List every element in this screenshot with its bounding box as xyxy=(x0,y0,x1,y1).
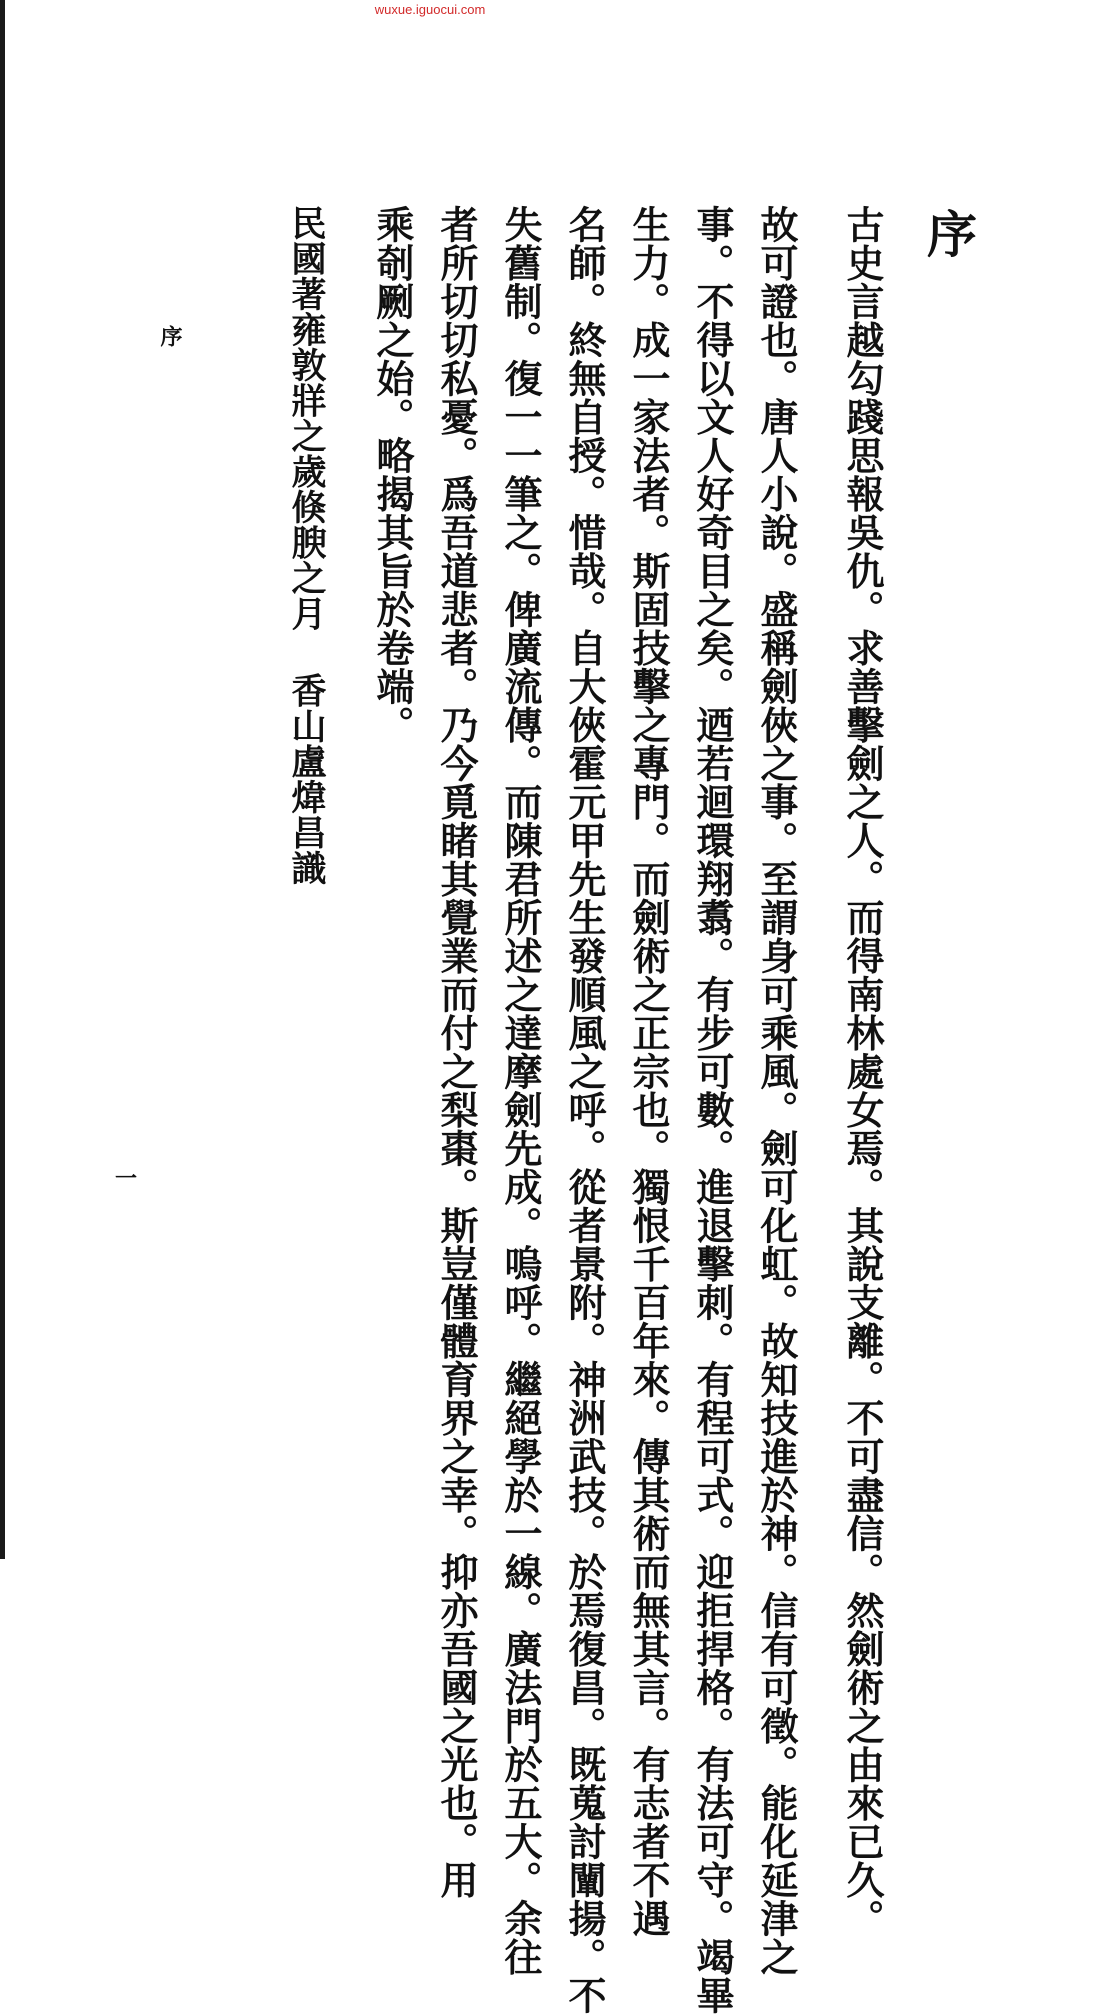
page-left-border xyxy=(0,0,5,1559)
text-column-5: 名師。終無自授。惜哉。自大俠霍元甲先生發順風之呼。從者景附。神洲武技。於焉復昌。既蒐討闡揚。不 xyxy=(562,205,607,2015)
text-column-4: 生力。成一家法者。斯固技擊之專門。而劍術之正宗也。獨恨千百年來。傳其術而無其言。有志者不遇 xyxy=(626,205,671,1938)
signature-line: 民國著雍敦牂之歲倏腴之月 香山盧煒昌識 xyxy=(286,205,327,886)
text-column-6: 失舊制。復一一筆之。俾廣流傳。而陳君所述之達摩劍先成。嗚呼。繼絕學於一線。廣法門於五大。余往 xyxy=(498,205,543,1976)
watermark: wuxue.iguocui.com xyxy=(374,2,486,17)
text-column-8: 乘剞劂之始。略揭其旨於卷端。 xyxy=(370,205,415,744)
chapter-title: 序 xyxy=(927,205,977,264)
text-column-7: 者所切切私憂。爲吾道悲者。乃今覓睹其覺業而付之梨棗。斯豈僅體育界之幸。抑亦吾國之光也。用 xyxy=(434,205,479,1899)
text-column-1: 古史言越勾踐思報吳仇。求善擊劍之人。而得南林處女焉。其說支離。不可盡信。然劍術之由來已久。 xyxy=(840,205,885,1938)
text-column-2: 故可證也。唐人小說。盛稱劍俠之事。至謂身可乘風。劍可化虹。故知技進於神。信有可徵。能化延津之 xyxy=(754,205,799,1976)
page-number: 一 xyxy=(115,1166,136,1192)
text-column-3: 事。不得以文人好奇目之矣。迺若迴環翔翥。有步可數。進退擊刺。有程可式。迎拒捍格。有法可守。竭畢 xyxy=(690,205,735,2015)
folio-title: 序 xyxy=(157,325,183,347)
